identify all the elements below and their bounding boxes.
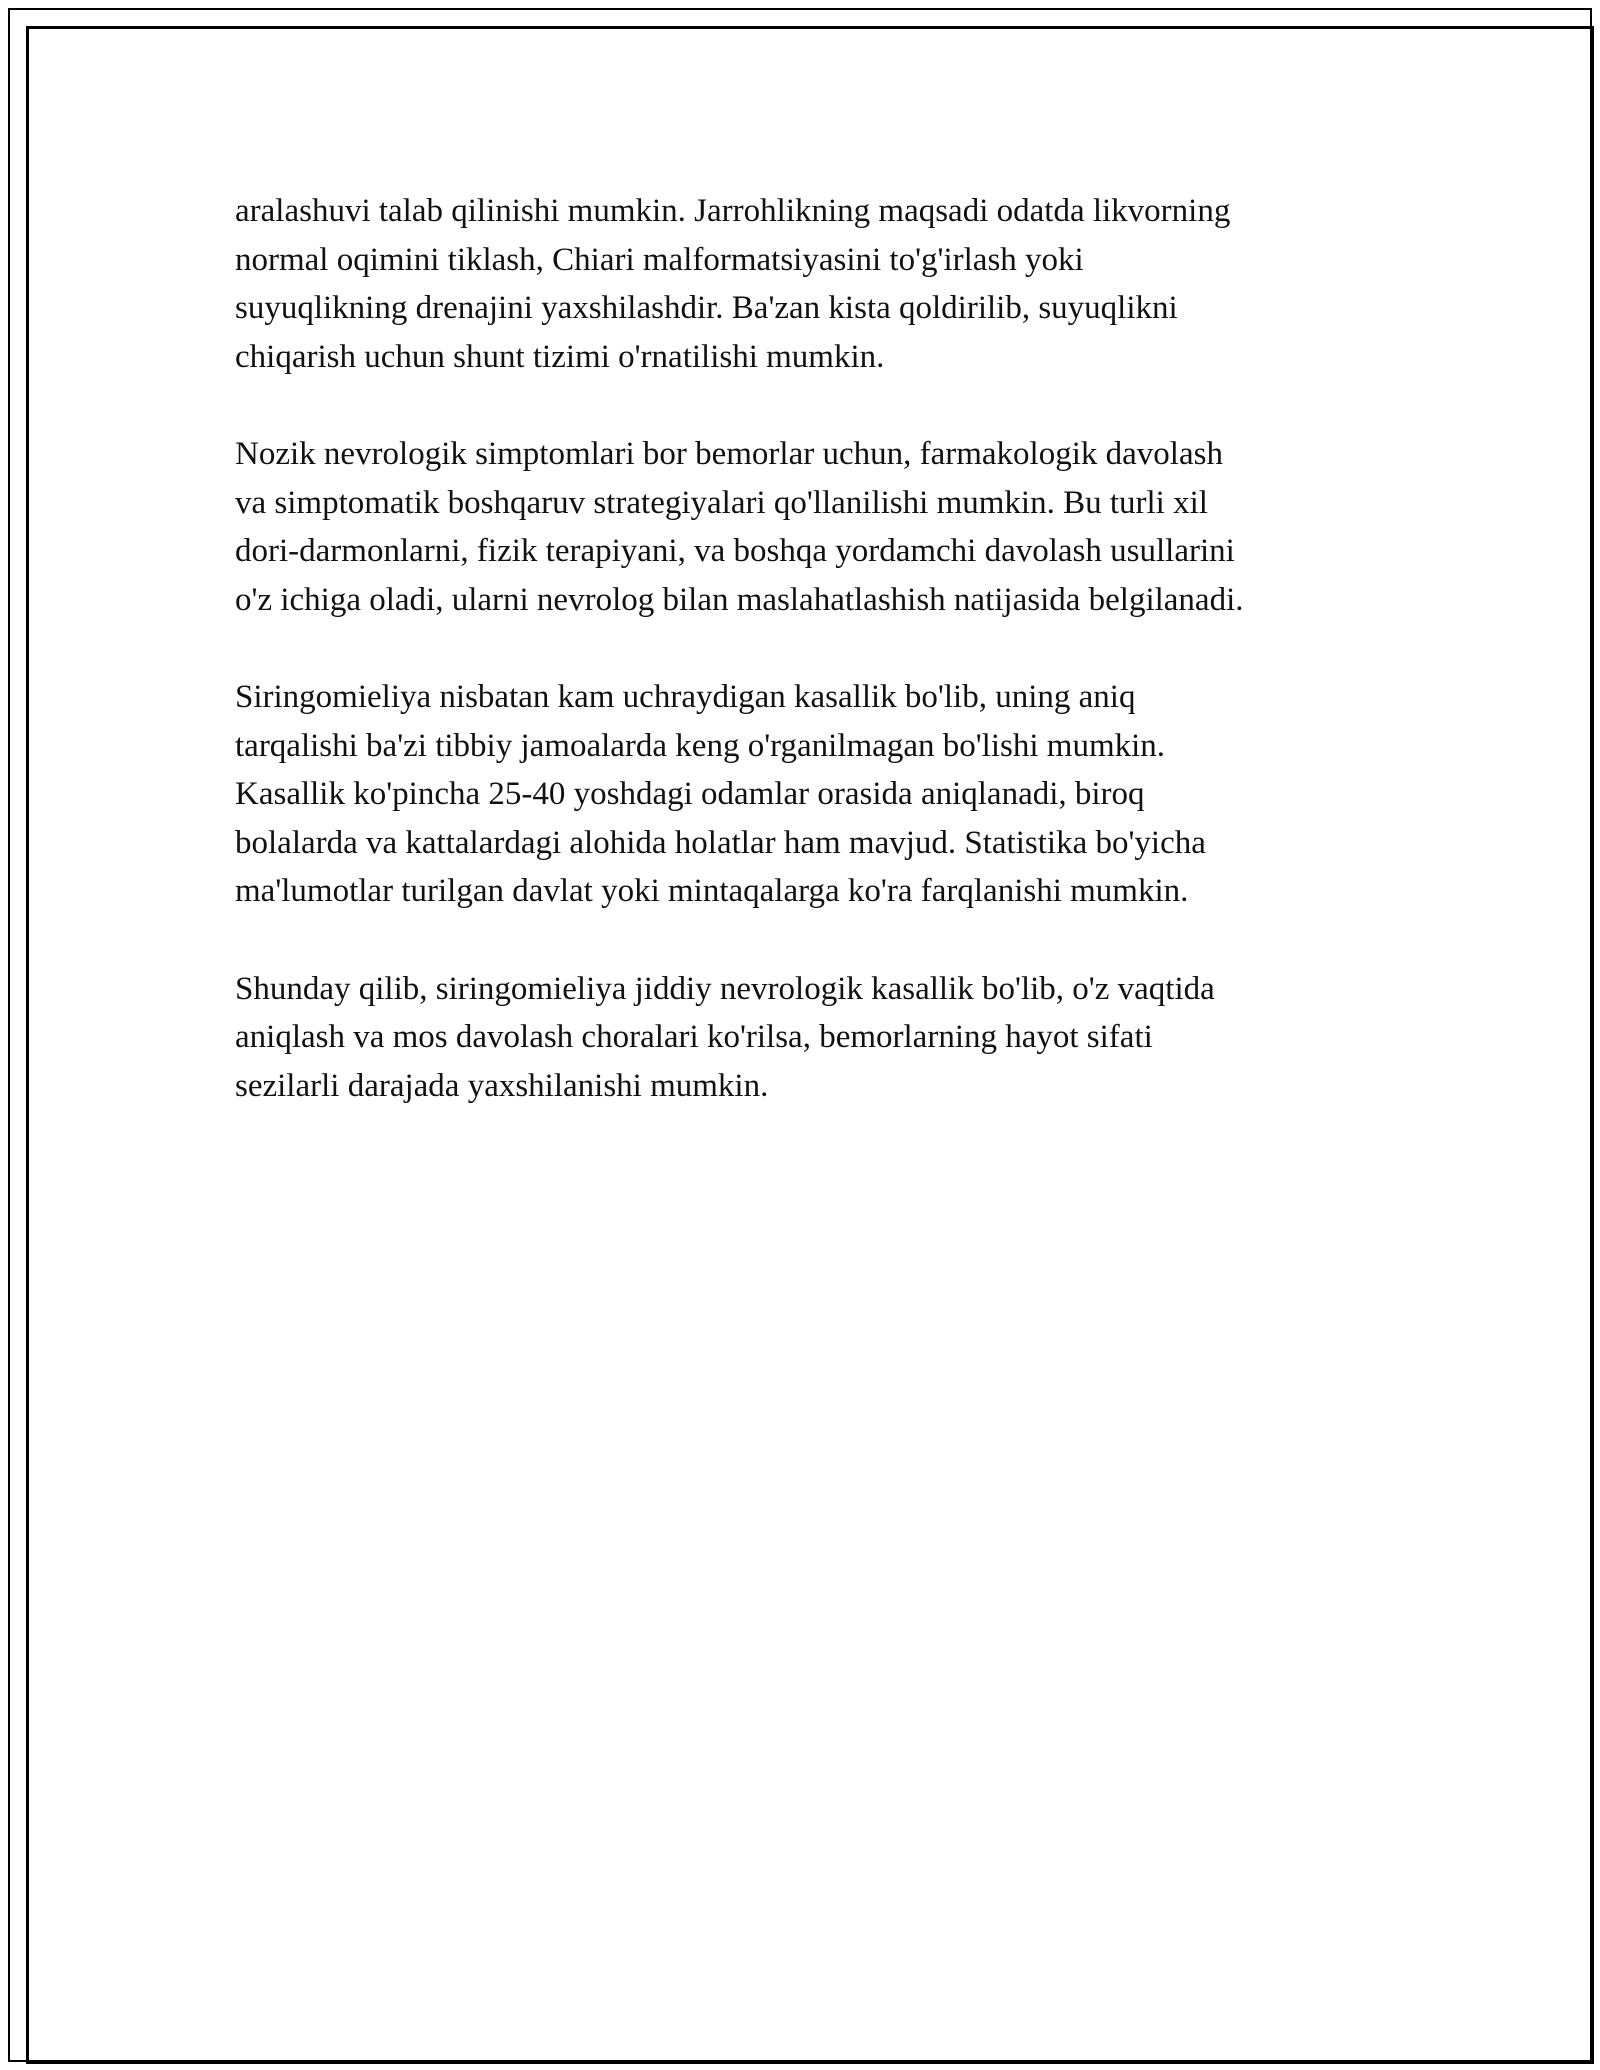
paragraph-prevalence [235,673,1405,916]
paragraph-pharmacological-treatment [235,430,1405,624]
text-line: Siringomieliya nisbatan kam uchraydigan kasallik bo'lib, uning aniq [235,678,1136,715]
text-line: Nozik nevrologik simptomlari bor bemorlar uchun, farmakologik davolash [235,435,1223,472]
text-line: Kasallik ko'pincha 25-40 yoshdagi odamlar orasida aniqlanadi, biroq [235,776,1145,813]
text-line: sezilarli darajada yaxshilanishi mumkin. [235,1067,769,1104]
paragraph-conclusion [235,965,1405,1111]
text-line: va simptomatik boshqaruv strategiyalari qo'llanilishi mumkin. Bu turli xil [235,484,1208,521]
paragraph-surgery [235,187,1405,381]
text-line: chiqarish uchun shunt tizimi o'rnatilishi mumkin. [235,338,885,375]
text-line: suyuqlikning drenajini yaxshilashdir. Ba'zan kista qoldirilib, suyuqlikni [235,290,1178,327]
text-line: aralashuvi talab qilinishi mumkin. Jarrohlikning maqsadi odatda likvorning [235,193,1231,229]
text-line: o'z ichiga oladi, ularni nevrolog bilan maslahatlashish natijasida belgilanadi. [235,581,1244,618]
text-line: ma'lumotlar turilgan davlat yoki mintaqalarga ko'ra farqlanishi mumkin. [235,873,1189,910]
text-line: normal oqimini tiklash, Chiari malformatsiyasini to'g'irlash yoki [235,241,1084,278]
document-body [235,187,1405,1159]
text-line: dori-darmonlarni, fizik terapiyani, va boshqa yordamchi davolash usullarini [235,533,1235,570]
text-line: aniqlash va mos davolash choralari ko'rilsa, bemorlarning hayot sifati [235,1019,1153,1056]
text-line: tarqalishi ba'zi tibbiy jamoalarda keng o'rganilmagan bo'lishi mumkin. [235,727,1166,764]
text-line: bolalarda va kattalardagi alohida holatlar ham mavjud. Statistika bo'yicha [235,824,1206,861]
text-line: Shunday qilib, siringomieliya jiddiy nevrologik kasallik bo'lib, o'z vaqtida [235,970,1215,1007]
